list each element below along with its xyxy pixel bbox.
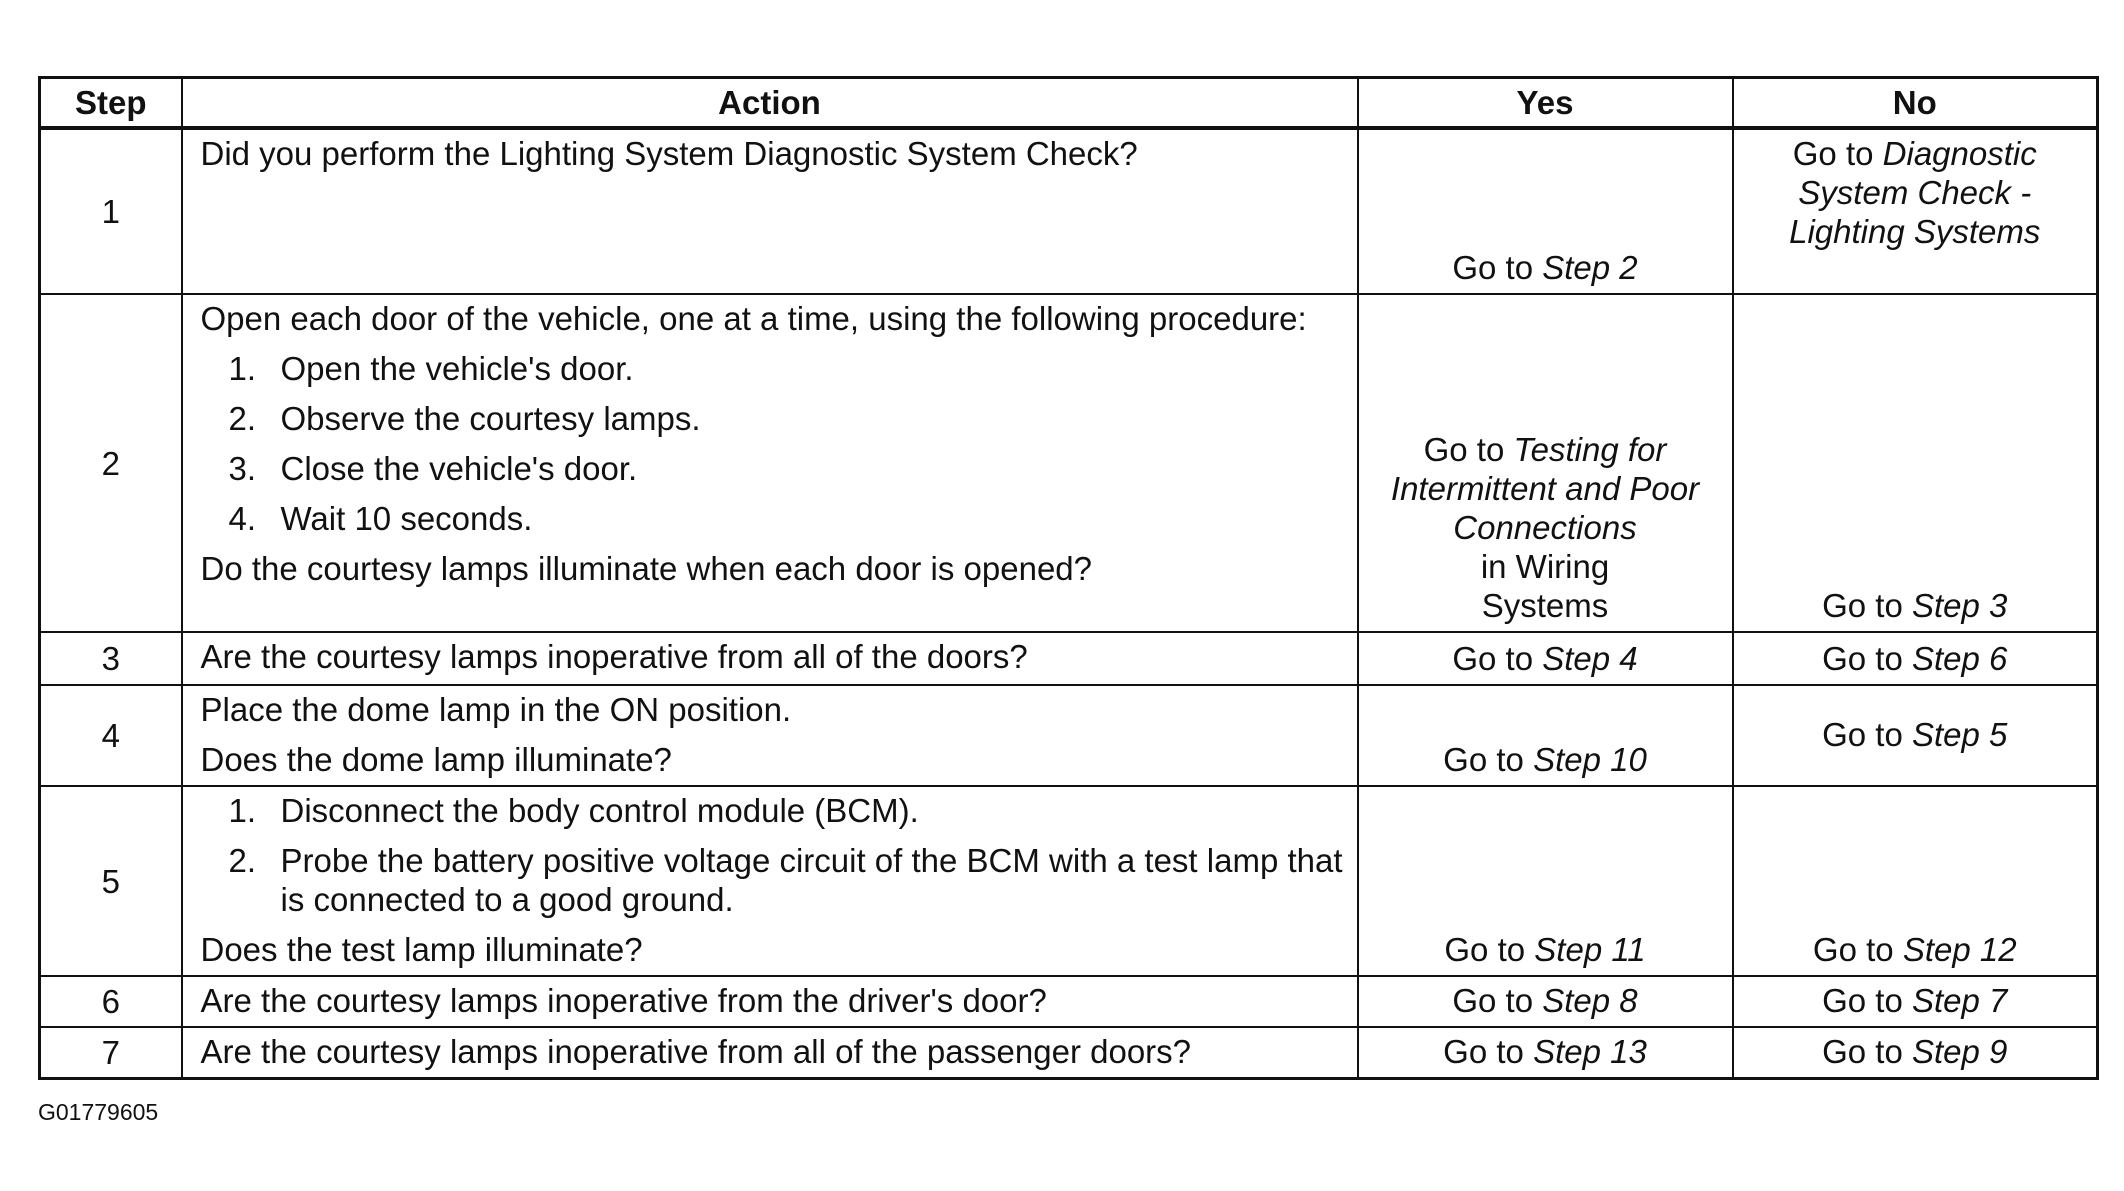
no-cell [1733,128,2098,294]
list-item [201,349,1343,388]
no-cell [1733,294,2098,632]
no-target-link[interactable]: Step 5 [1911,716,2008,753]
substep-number: 3. [228,450,257,487]
no-target-link[interactable]: Step 9 [1911,1033,2008,1070]
table-row [40,128,2098,294]
yes-suffix-line2: Systems [1481,587,1609,624]
no-prefix: Go to [1822,982,1903,1019]
no-column-header: No [1733,78,2098,129]
no-target-link[interactable]: Step 6 [1911,640,2008,677]
yes-suffix-line1: in Wiring [1480,548,1610,585]
list-item [201,791,1343,830]
action-cell [182,1027,1358,1079]
list-item [201,499,1343,538]
action-cell [182,128,1358,294]
no-prefix: Go to [1822,587,1903,624]
step-number: 2 [40,294,182,632]
yes-target-link[interactable]: Testing for [1513,431,1667,468]
action-cell [182,685,1358,786]
no-cell [1733,685,2098,786]
substep-text: Observe the courtesy lamps. [280,400,701,437]
table-row [40,976,2098,1027]
step-number: 5 [40,786,182,976]
yes-prefix: Go to [1452,249,1534,286]
yes-prefix: Go to [1444,931,1526,968]
action-text: Are the courtesy lamps inoperative from all of the passenger doors? [200,1033,1192,1070]
header-row [40,78,2098,129]
no-prefix: Go to [1822,1033,1903,1070]
substep-text: Open the vehicle's door. [280,350,634,387]
action-intro: Open each door of the vehicle, one at a time, using the following procedure: [200,300,1307,337]
action-text: Did you perform the Lighting System Diagnostic System Check? [200,135,1138,172]
substep-number: 1. [228,350,257,387]
substep-number: 2. [228,842,257,879]
step-number: 6 [40,976,182,1027]
table-row [40,294,2098,632]
list-item [201,399,1343,438]
no-prefix: Go to [1812,931,1894,968]
no-prefix: Go to [1822,716,1903,753]
yes-target-link[interactable]: Step 8 [1542,982,1638,1019]
action-question: Does the dome lamp illuminate? [200,741,672,778]
action-cell [182,976,1358,1027]
no-target-link[interactable]: Diagnostic [1882,135,2037,172]
step-number: 7 [40,1027,182,1079]
no-prefix: Go to [1792,135,1874,172]
table-row [40,1027,2098,1079]
yes-prefix: Go to [1443,1033,1524,1070]
no-target-link[interactable]: Step 12 [1902,931,2017,968]
yes-cell [1358,632,1733,685]
substep-text: Close the vehicle's door. [280,450,638,487]
substep-text: Disconnect the body control module (BCM). [280,792,919,829]
yes-target-link[interactable]: Step 10 [1533,741,1647,778]
no-target-link-line2[interactable]: System Check - [1798,174,2032,211]
yes-cell [1358,786,1733,976]
action-text: Are the courtesy lamps inoperative from the driver's door? [200,982,1047,1019]
yes-column-header: Yes [1358,78,1733,129]
yes-cell [1358,1027,1733,1079]
step-number: 4 [40,685,182,786]
no-target-link[interactable]: Step 3 [1911,587,2008,624]
yes-target-link[interactable]: Step 4 [1542,640,1638,677]
table-row [40,786,2098,976]
list-item [201,841,1343,919]
yes-cell [1358,685,1733,786]
table-row [40,685,2098,786]
diagnostic-table [38,76,2099,1080]
table-row [40,632,2098,685]
list-item [201,449,1343,488]
action-column-header: Action [182,78,1358,129]
substep-number: 2. [228,400,257,437]
step-number: 1 [40,128,182,294]
no-cell [1733,976,2098,1027]
action-intro: Place the dome lamp in the ON position. [200,691,792,728]
substep-list [201,349,1343,538]
yes-target-link[interactable]: Step 11 [1534,931,1646,968]
action-cell [182,632,1358,685]
no-prefix: Go to [1822,640,1903,677]
yes-cell [1358,128,1733,294]
no-target-link[interactable]: Step 7 [1911,982,2008,1019]
step-column-header: Step [40,78,182,129]
yes-cell [1358,976,1733,1027]
yes-target-link-line3[interactable]: Connections [1453,509,1637,546]
yes-target-link-line2[interactable]: Intermittent and Poor [1390,470,1700,507]
no-cell [1733,1027,2098,1079]
yes-target-link[interactable]: Step 13 [1533,1033,1647,1070]
substep-number: 1. [228,792,257,829]
action-cell [182,786,1358,976]
substep-text: Wait 10 seconds. [280,500,533,537]
no-cell [1733,786,2098,976]
yes-target-link[interactable]: Step 2 [1542,249,1638,286]
substep-number: 4. [228,500,257,537]
yes-prefix: Go to [1452,982,1534,1019]
action-text: Are the courtesy lamps inoperative from all of the doors? [200,638,1028,675]
substep-text: Probe the battery positive voltage circuit of the BCM with a test lamp that is connected to a good ground. [280,842,1343,918]
no-target-link-line3[interactable]: Lighting Systems [1789,213,2041,250]
yes-cell [1358,294,1733,632]
yes-prefix: Go to [1452,640,1534,677]
substep-list [201,791,1343,919]
yes-prefix: Go to [1423,431,1505,468]
figure-id: G01779605 [38,1099,159,1125]
action-cell [182,294,1358,632]
step-number: 3 [40,632,182,685]
no-cell [1733,632,2098,685]
action-question: Do the courtesy lamps illuminate when each door is opened? [200,550,1093,587]
action-question: Does the test lamp illuminate? [200,931,643,968]
yes-prefix: Go to [1443,741,1524,778]
